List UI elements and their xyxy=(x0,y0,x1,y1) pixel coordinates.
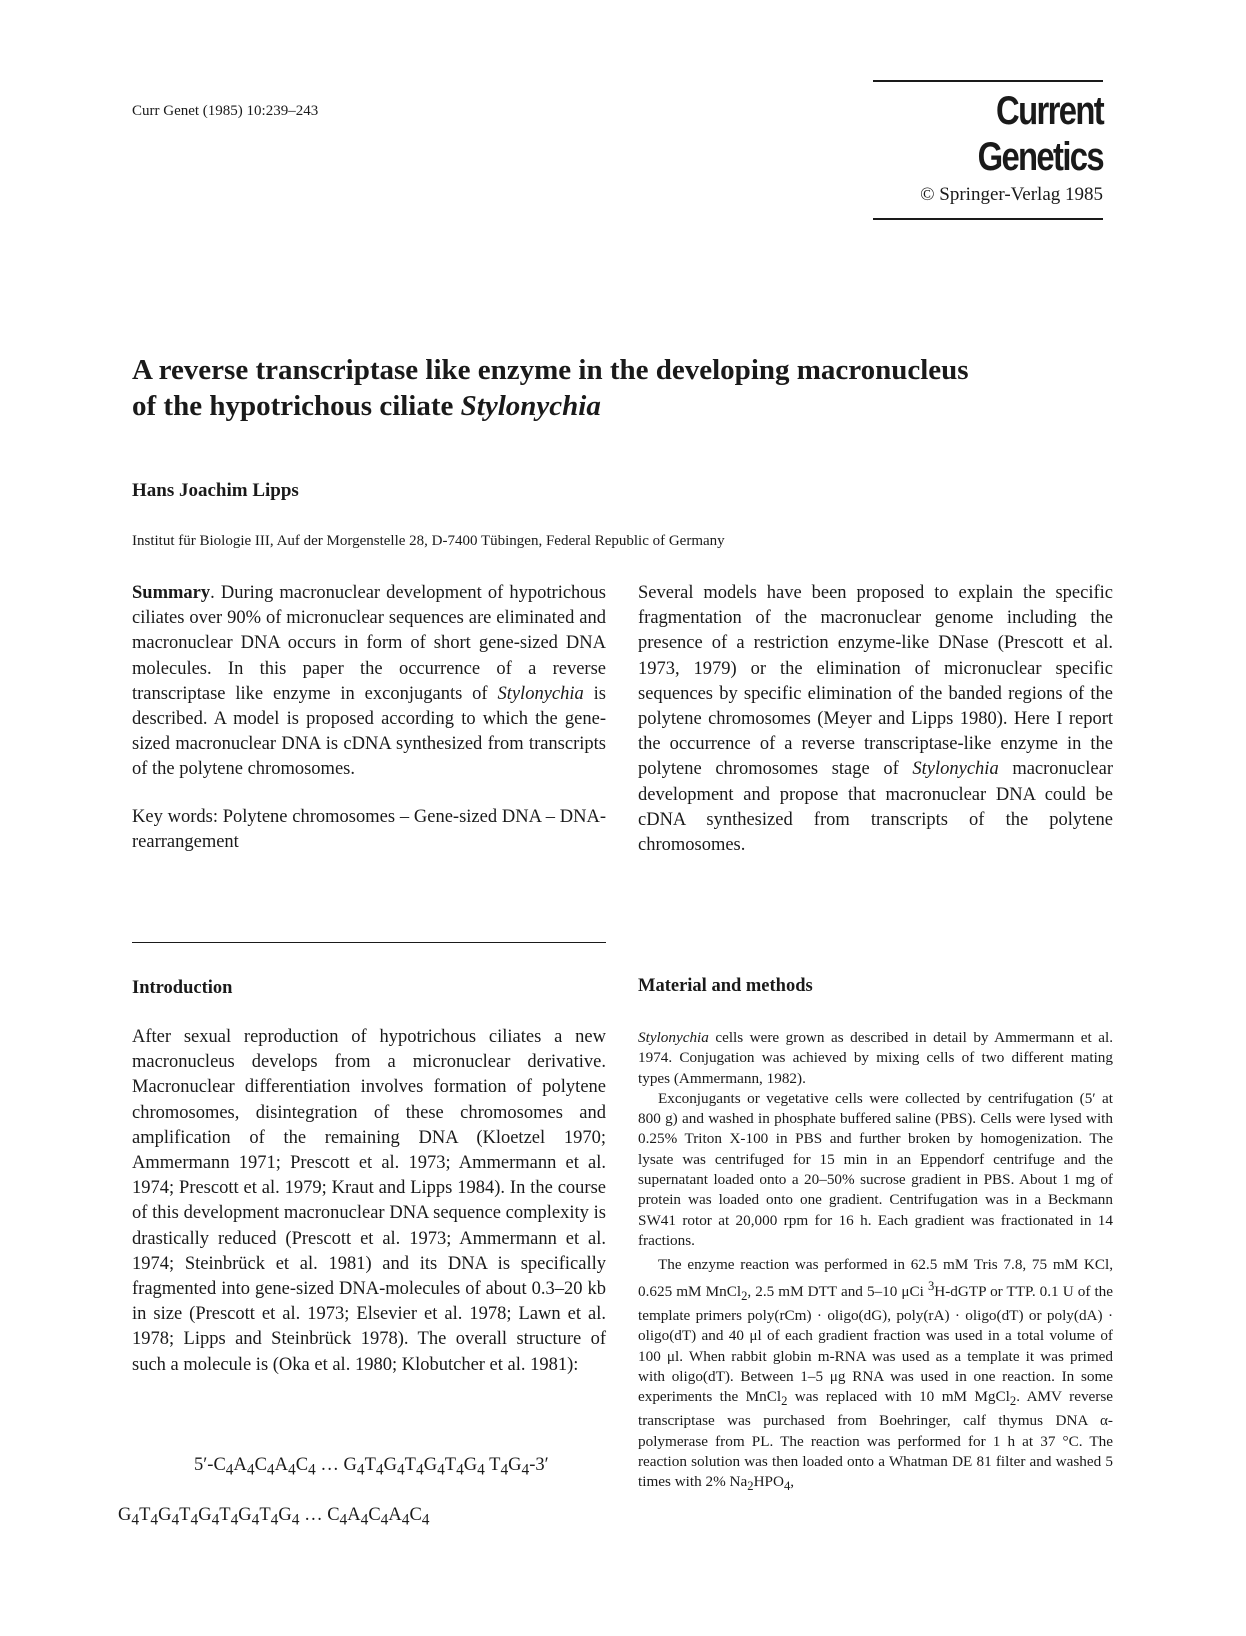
introduction-heading xyxy=(132,978,606,999)
introduction-body xyxy=(132,1025,606,1378)
introduction-heading-text: Introduction xyxy=(132,978,233,998)
methods-heading xyxy=(638,976,1113,997)
journal-masthead xyxy=(873,80,1103,220)
section-separator xyxy=(132,942,606,943)
summary-paragraph xyxy=(132,581,606,783)
methods-heading-text: Material and methods xyxy=(638,976,813,996)
author-affiliation: Institut für Biologie III, Auf der Morgenstelle 28, D-7400 Tübingen, Federal Republic of Germany xyxy=(132,533,725,549)
methods-paragraph-3: The enzyme reaction was performed in 62.5 mM Tris 7.8, 75 mM KCl, 0.625 mM MnCl$_2$, 2.5 mM DTT and 5–10 μCi $^3$H-dGTP or TTP. 0.1 U of the template primers poly(rCm) · oligo(dG), poly(rA) · oligo(dT) or poly(dA) · oligo(dT) and 40 μl of each gradient fraction was used in a total volume of 100 μl. When rabbit globin m-RNA was used as a template it was primed with oligo(dT). Between 1–5 μg RNA was used in one reaction. In some experiments the MnCl$_2$ was replaced with 10 mM MgCl$_2$. AMV reverse transcriptase was purchased from Boehringer, calf thymus DNA α-polymerase from PL. The reaction was performed for 1 h at 37 °C. The reaction solution was then loaded onto a Whatman DE 81 filter and washed 5 times with 2% $Na_2HPO_4$, xyxy=(638,1256,1113,1494)
summary-text-1: . During macronuclear development of hypotrichous ciliates over 90% of micronuclear sequences are eliminated and macronuclear DNA occurs in form of short gene-sized DNA molecules. In this paper the occurrence of a reverse transcriptase like enzyme in exconjugants of xyxy=(132,583,606,704)
keywords-paragraph xyxy=(132,805,606,855)
summary-text-2: is described. A model is proposed according to which the gene-sized macronuclear DNA is cDNA synthesized from transcripts of the polytene chromosomes. xyxy=(132,683,606,780)
summary-block xyxy=(132,581,606,855)
article-title xyxy=(132,352,1092,424)
methods-paragraph-2: Exconjugants or vegetative cells were collected by centrifugation (5′ at 800 g) and washed in phosphate buffered saline (PBS). Cells were lysed with 0.25% Triton X-100 in PBS and further broken by homogenization. The lysate was centrifuged for 15 min in an Eppendorf centrifuge and the supernatant loaded onto a 20–50% sucrose gradient in PBS. About 1 mg of protein was loaded onto one gradient. Centrifugation was in a Beckmann SW41 rotor at 20,000 rpm for 16 h. Each gradient was fractionated in 14 fractions. xyxy=(638,1089,1113,1249)
author-name: Hans Joachim Lipps xyxy=(132,480,299,501)
journal-citation: Curr Genet (1985) 10:239–243 xyxy=(132,103,319,119)
methods-p1-text: cells were grown as described in detail by Ammermann et al. 1974. Conjugation was achieved by mixing cells of two different mating types (Ammermann, 1982). xyxy=(638,1029,1113,1087)
copyright-notice: © Springer-Verlag 1985 xyxy=(920,184,1103,205)
right-intro-text-1: Several models have been proposed to explain the specific fragmentation of the macronuclear genome including the presence of a restriction enzyme-like DNase (Prescott et al. 1973, 1979) or the elimination of micronuclear specific sequences by specific elimination of the banded regions of the polytene chromosomes (Meyer and Lipps 1980). Here I report the occurrence of a reverse transcriptase-like enzyme in the polytene chromosomes stage of xyxy=(638,583,1113,780)
right-intro-block xyxy=(638,581,1113,858)
methods-body xyxy=(638,1028,1113,1497)
introduction-paragraph: After sexual reproduction of hypotrichous ciliates a new macronucleus develops from a micronuclear derivative. Macronuclear differentiation involves formation of polytene chromosomes, disintegration of these chromosomes and amplification of the remaining DNA (Kloetzel 1970; Ammermann 1971; Prescott et al. 1973; Ammermann et al. 1974; Prescott et al. 1979; Kraut and Lipps 1984). In the course of this development macronuclear DNA sequence complexity is drastically reduced (Prescott et al. 1973; Ammermann et al. 1974; Steinbrück et al. 1981) and its DNA is specifically fragmented into gene-sized DNA-molecules of about 0.3–20 kb in size (Prescott et al. 1973; Elsevier et al. 1978; Lawn et al. 1978; Lipps and Steinbrück 1978). The overall structure of such a molecule is (Oka et al. 1980; Klobutcher et al. 1981): xyxy=(132,1027,606,1375)
summary-genus: Stylonychia xyxy=(497,683,584,704)
right-intro-paragraph xyxy=(638,581,1113,858)
summary-label: Summary xyxy=(132,583,211,603)
telomere-formula-line-1: $5'-C_4A_4C_4A_4C_4$ … $G_4T_4G_4T_4G_4T_4G_4$ $T_4G_4-3'$ xyxy=(194,1455,549,1479)
methods-paragraph-1 xyxy=(638,1028,1113,1089)
title-genus: Stylonychia xyxy=(460,390,601,422)
title-line-1: A reverse transcriptase like enzyme in the developing macronucleus xyxy=(132,354,969,386)
right-intro-genus: Stylonychia xyxy=(912,759,999,780)
title-line-2-prefix: of the hypotrichous ciliate xyxy=(132,390,461,422)
keywords-text: Polytene chromosomes – Gene-sized DNA – DNA-rearrangement xyxy=(132,806,606,852)
masthead-top-rule xyxy=(873,80,1103,82)
masthead-bottom-rule xyxy=(873,218,1103,220)
keywords-label: Key words: xyxy=(132,806,218,827)
journal-name: Current Genetics xyxy=(977,89,1103,179)
methods-genus: Stylonychia xyxy=(638,1029,709,1046)
right-intro-text-2: macronuclear development and propose that macronuclear DNA could be cDNA synthesized from transcripts of the polytene chromosomes. xyxy=(638,759,1113,856)
telomere-formula-line-2: $G_4T_4G_4T_4G_4T_4G_4T_4G_4$ … $C_4A_4C_4A_4C_4$ xyxy=(118,1505,430,1529)
